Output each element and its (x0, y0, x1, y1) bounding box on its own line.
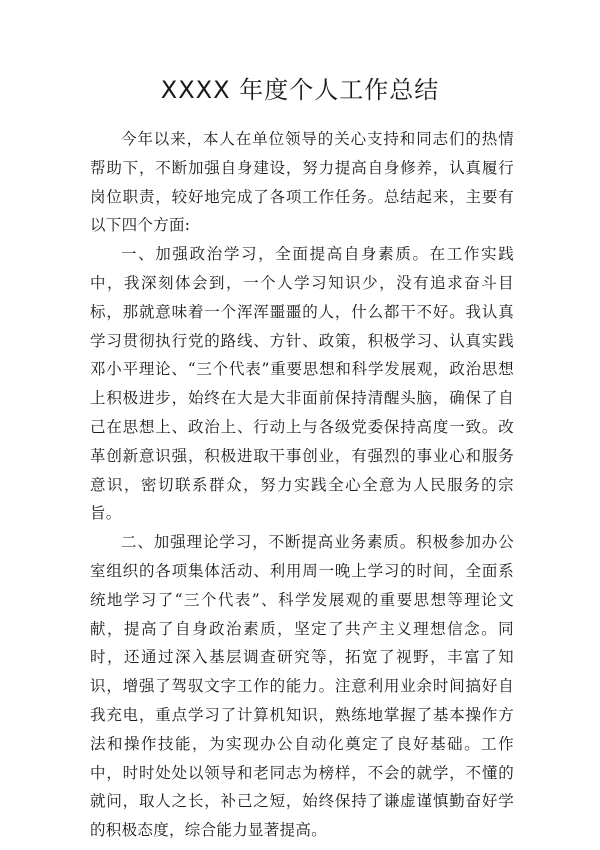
paragraph-political-study: 一、加强政治学习，全面提高自身素质。在工作实践中，我深刻体会到，一个人学习知识少，没有追求奋斗目标，那就意味着一个浑浑噩噩的人，什么都干不好。我认真学习贯彻执行党的路线、方针、政策，积极学习、认真实践邓小平理论、“三个代表”重要思想和科学发展观，政治思想上积极进步，始终在大是大非面前保持清醒头脑，确保了自己在思想上、政治上、行动上与各级党委保持高度一致。改革创新意识强，积极进取干事创业，有强烈的事业心和服务意识，密切联系群众，努力实践全心全意为人民服务的宗旨。 (90, 245, 514, 523)
document-title: XXXX 年度个人工作总结 (160, 76, 440, 104)
document-body (90, 125, 514, 845)
paragraph-theory-study: 二、加强理论学习，不断提高业务素质。积极参加办公室组织的各项集体活动、利用周一晚上学习的时间，全面系统地学习了“三个代表”、科学发展观的重要思想等理论文献，提高了自身政治素质，坚定了共产主义理想信念。同时，还通过深入基层调查研究等，拓宽了视野，丰富了知识，增强了驾驭文字工作的能力。注意利用业余时间搞好自我充电，重点学习了计算机知识，熟练地掌握了基本操作方法和操作技能，为实现办公自动化奠定了良好基础。工作中，时时处处以领导和老同志为榜样，不会的就学，不懂的就问，取人之长，补己之短，始终保持了谦虚谨慎勤奋好学的积极态度，综合能力显著提高。 (90, 533, 514, 840)
paragraph-intro: 今年以来，本人在单位领导的关心支持和同志们的热情帮助下，不断加强自身建设，努力提高自身修养，认真履行岗位职责，较好地完成了各项工作任务。总结起来，主要有以下四个方面: (90, 130, 514, 235)
